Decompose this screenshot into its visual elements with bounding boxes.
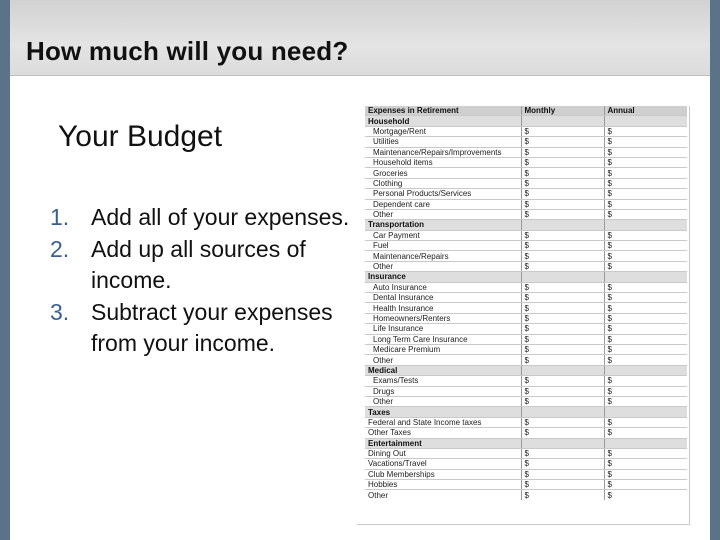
annual-cell[interactable]: $	[604, 448, 687, 458]
monthly-cell[interactable]: $	[521, 355, 604, 365]
monthly-cell[interactable]: $	[521, 230, 604, 240]
slide	[10, 0, 710, 540]
expense-label: Dependent care	[365, 199, 521, 209]
section-row	[365, 220, 687, 230]
annual-cell[interactable]: $	[604, 168, 687, 178]
monthly-cell[interactable]: $	[521, 480, 604, 490]
expense-row	[365, 448, 687, 458]
expense-row	[365, 137, 687, 147]
expense-row	[365, 459, 687, 469]
slide-subtitle: Your Budget	[58, 120, 223, 153]
annual-cell[interactable]: $	[604, 209, 687, 219]
step-number: 2.	[50, 236, 70, 262]
monthly-cell[interactable]: $	[521, 147, 604, 157]
expense-label: Drugs	[365, 386, 521, 396]
budget-table	[365, 106, 687, 500]
annual-cell[interactable]: $	[604, 282, 687, 292]
monthly-cell[interactable]: $	[521, 282, 604, 292]
monthly-cell[interactable]: $	[521, 386, 604, 396]
monthly-cell[interactable]: $	[521, 199, 604, 209]
expense-row	[365, 230, 687, 240]
header-annual: Annual	[604, 106, 687, 116]
annual-cell[interactable]: $	[604, 490, 687, 500]
expense-label: Vacations/Travel	[365, 459, 521, 469]
step-number: 3.	[50, 299, 70, 325]
annual-cell[interactable]: $	[604, 313, 687, 323]
expense-label: Groceries	[365, 168, 521, 178]
monthly-cell[interactable]: $	[521, 469, 604, 479]
section-row	[365, 438, 687, 448]
annual-cell[interactable]: $	[604, 344, 687, 354]
expense-label: Dining Out	[365, 448, 521, 458]
expense-label: Fuel	[365, 241, 521, 251]
section-label: Household	[365, 116, 521, 126]
step-text: Add all of your expenses.	[91, 204, 350, 230]
annual-cell[interactable]: $	[604, 386, 687, 396]
annual-cell[interactable]: $	[604, 261, 687, 271]
expense-row	[365, 313, 687, 323]
monthly-cell[interactable]: $	[521, 396, 604, 406]
expense-label: Other	[365, 261, 521, 271]
header-monthly: Monthly	[521, 106, 604, 116]
expense-label: Medicare Premium	[365, 344, 521, 354]
monthly-cell[interactable]: $	[521, 334, 604, 344]
annual-cell[interactable]: $	[604, 189, 687, 199]
annual-cell[interactable]: $	[604, 376, 687, 386]
annual-cell[interactable]: $	[604, 334, 687, 344]
monthly-cell[interactable]: $	[521, 313, 604, 323]
annual-cell[interactable]: $	[604, 417, 687, 427]
step-item	[50, 234, 370, 296]
expense-row	[365, 469, 687, 479]
budget-worksheet	[357, 106, 690, 525]
annual-cell[interactable]: $	[604, 178, 687, 188]
expense-row	[365, 261, 687, 271]
expense-label: Other	[368, 490, 389, 500]
annual-cell[interactable]: $	[604, 147, 687, 157]
expense-label: Utilities	[365, 137, 521, 147]
expense-label: Other	[365, 209, 521, 219]
expense-label: Dental Insurance	[365, 293, 521, 303]
monthly-cell[interactable]: $	[521, 459, 604, 469]
expense-label: Car Payment	[365, 230, 521, 240]
monthly-cell[interactable]: $	[521, 376, 604, 386]
step-number: 1.	[50, 204, 70, 230]
monthly-cell[interactable]: $	[521, 428, 604, 438]
expense-label: Life Insurance	[365, 324, 521, 334]
expense-label: Homeowners/Renters	[365, 313, 521, 323]
annual-cell[interactable]: $	[604, 480, 687, 490]
step-item	[50, 297, 370, 359]
expense-label: Other	[365, 396, 521, 406]
monthly-cell[interactable]: $	[521, 189, 604, 199]
expense-row	[365, 376, 687, 386]
annual-cell[interactable]: $	[604, 428, 687, 438]
annual-cell[interactable]: $	[604, 324, 687, 334]
expense-row	[365, 241, 687, 251]
expense-row	[365, 417, 687, 427]
expense-label: Club Memberships	[365, 469, 521, 479]
expense-row	[365, 178, 687, 188]
expense-row	[365, 396, 687, 406]
expense-row	[365, 386, 687, 396]
expense-row	[365, 157, 687, 167]
expense-label: Hobbies	[365, 480, 521, 490]
monthly-cell[interactable]: $	[521, 209, 604, 219]
annual-cell[interactable]: $	[604, 251, 687, 261]
monthly-cell[interactable]: $	[521, 293, 604, 303]
monthly-cell[interactable]: $	[521, 344, 604, 354]
expense-label: Maintenance/Repairs	[365, 251, 521, 261]
monthly-cell[interactable]: $	[521, 490, 604, 500]
slide-title: How much will you need?	[26, 36, 349, 66]
annual-cell[interactable]: $	[604, 303, 687, 313]
monthly-cell[interactable]: $	[521, 251, 604, 261]
section-label: Transportation	[365, 220, 521, 230]
expense-row	[365, 189, 687, 199]
section-label: Taxes	[365, 407, 521, 417]
monthly-cell[interactable]: $	[521, 126, 604, 136]
expense-row	[365, 147, 687, 157]
budget-table-body	[365, 116, 687, 500]
expense-label: Maintenance/Repairs/Improvements	[365, 147, 521, 157]
annual-cell[interactable]: $	[604, 199, 687, 209]
section-row	[365, 407, 687, 417]
monthly-cell[interactable]: $	[521, 448, 604, 458]
expense-row	[365, 428, 687, 438]
expense-row	[365, 490, 687, 500]
expense-row	[365, 293, 687, 303]
expense-label: Household items	[365, 157, 521, 167]
step-text: Add up all sources of income.	[91, 236, 306, 293]
expense-row	[365, 251, 687, 261]
expense-label: Exams/Tests	[365, 376, 521, 386]
annual-cell[interactable]: $	[604, 137, 687, 147]
section-row	[365, 365, 687, 375]
expense-label: Other	[365, 355, 521, 365]
annual-cell[interactable]: $	[604, 230, 687, 240]
expense-label: Clothing	[365, 178, 521, 188]
header-row	[365, 106, 687, 116]
annual-cell[interactable]: $	[604, 459, 687, 469]
annual-cell[interactable]: $	[604, 157, 687, 167]
expense-row	[365, 168, 687, 178]
header-expenses: Expenses in Retirement	[365, 106, 521, 116]
expense-label: Health Insurance	[365, 303, 521, 313]
section-label: Medical	[365, 365, 521, 375]
expense-row	[365, 282, 687, 292]
annual-cell[interactable]: $	[604, 293, 687, 303]
annual-cell[interactable]: $	[604, 241, 687, 251]
expense-label: Federal and State Income taxes	[365, 417, 521, 427]
expense-label: Personal Products/Services	[365, 189, 521, 199]
section-label: Insurance	[365, 272, 521, 282]
expense-row	[365, 334, 687, 344]
step-item	[50, 202, 370, 233]
expense-label: Auto Insurance	[365, 282, 521, 292]
expense-row	[365, 344, 687, 354]
monthly-cell[interactable]: $	[521, 157, 604, 167]
annual-cell[interactable]: $	[604, 126, 687, 136]
step-text: Subtract your expenses from your income.	[91, 299, 333, 356]
monthly-cell[interactable]: $	[521, 324, 604, 334]
monthly-cell[interactable]: $	[521, 178, 604, 188]
monthly-cell[interactable]: $	[521, 168, 604, 178]
monthly-cell[interactable]: $	[521, 241, 604, 251]
title-bar	[10, 0, 710, 76]
section-row	[365, 272, 687, 282]
section-label: Entertainment	[365, 438, 521, 448]
expense-row	[365, 199, 687, 209]
expense-row	[365, 355, 687, 365]
expense-row	[365, 126, 687, 136]
expense-label: Mortgage/Rent	[365, 126, 521, 136]
expense-row	[365, 324, 687, 334]
expense-row	[365, 480, 687, 490]
expense-row	[365, 209, 687, 219]
monthly-cell[interactable]: $	[521, 417, 604, 427]
steps-list	[50, 202, 370, 360]
monthly-cell[interactable]: $	[521, 303, 604, 313]
expense-row	[365, 303, 687, 313]
section-row	[365, 116, 687, 126]
annual-cell[interactable]: $	[604, 396, 687, 406]
monthly-cell[interactable]: $	[521, 261, 604, 271]
annual-cell[interactable]: $	[604, 355, 687, 365]
monthly-cell[interactable]: $	[521, 137, 604, 147]
annual-cell[interactable]: $	[604, 469, 687, 479]
expense-label: Long Term Care Insurance	[365, 334, 521, 344]
expense-label: Other Taxes	[365, 428, 521, 438]
